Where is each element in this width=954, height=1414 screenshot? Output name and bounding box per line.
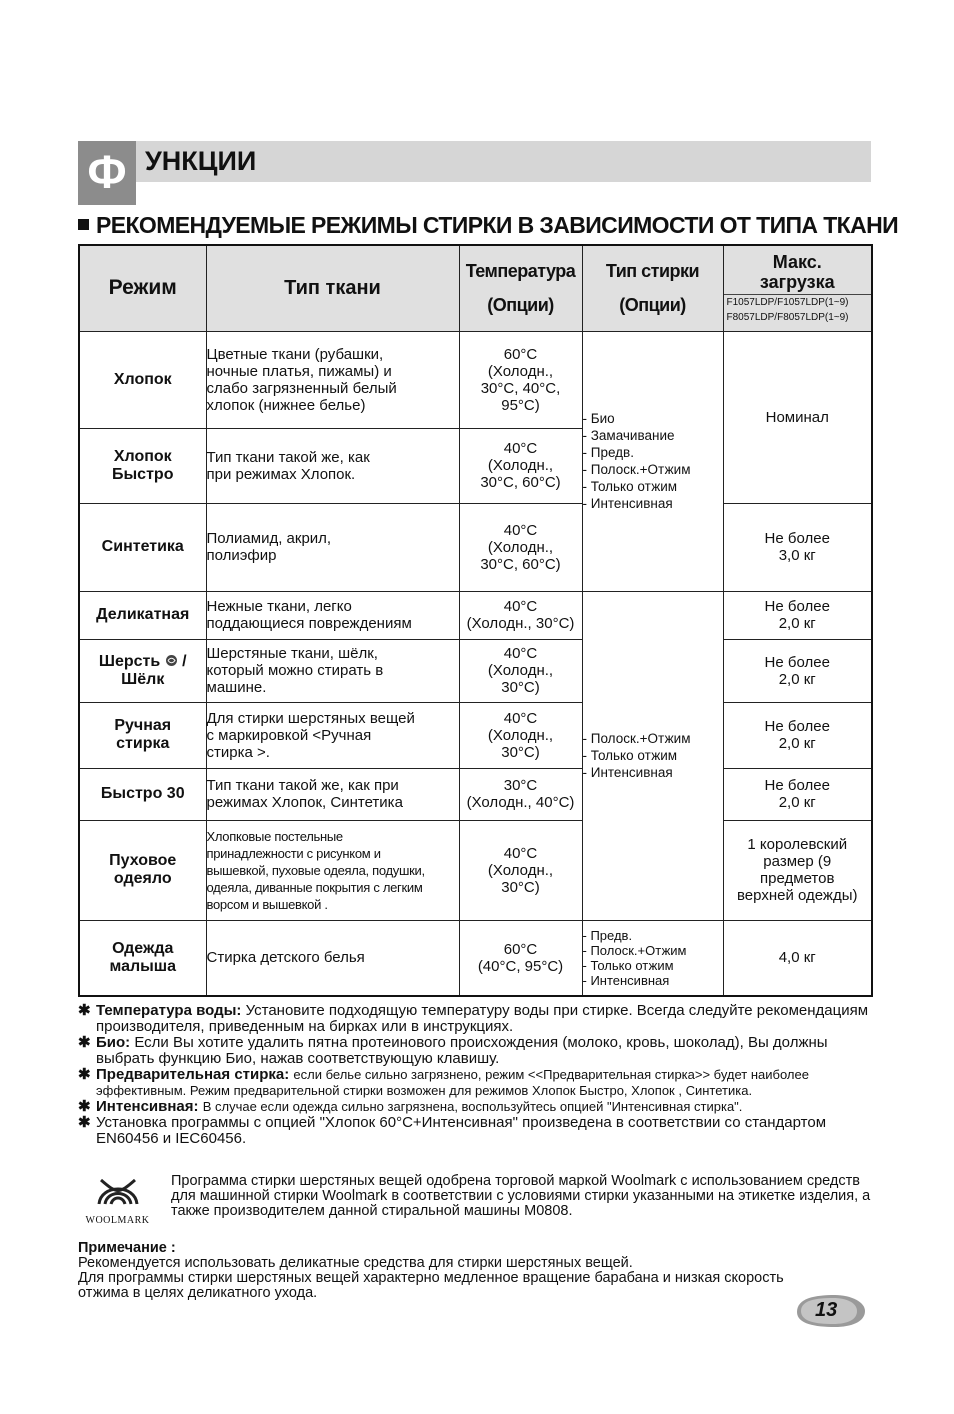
fabric-cell: Цветные ткани (рубашки, ночные платья, пижамы) и слабо загрязненный белый хлопок (нижнее белье) — [206, 331, 459, 428]
header-letter-box: Ф — [78, 141, 136, 205]
table-row — [79, 331, 872, 428]
wash-options-cell: - Полоск.+Отжим - Только отжим - Интенсивная — [582, 591, 723, 920]
wash-options-cell: - Био - Замачивание - Предв. - Полоск.+Отжим - Только отжим - Интенсивная — [582, 331, 723, 591]
header-mode: Режим — [79, 245, 206, 331]
woolmark-icon — [95, 1174, 141, 1208]
load-cell: 1 королевский размер (9 предметов верхней одежды) — [723, 820, 872, 920]
mode-cell: Быстро 30 — [79, 768, 206, 820]
asterisk-icon: ✱ — [78, 1034, 91, 1051]
fabric-cell: Стирка детского белья — [206, 920, 459, 996]
asterisk-icon: ✱ — [78, 1098, 91, 1115]
notes-list — [78, 1003, 868, 1147]
temp-cell: 60°C (40°C, 95°C) — [459, 920, 582, 996]
note-block: Примечание : Рекомендуется использовать деликатные средства для стирки шерстяных вещей. Для программы стирки шерстяных вещей характерно медленное вращение барабана и низкая скорость отжима в целях деликатного ухода. — [78, 1240, 784, 1301]
square-bullet-icon — [78, 219, 89, 230]
load-cell: Не более 2,0 кг — [723, 639, 872, 702]
header-max-load: Макс. загрузка F1057LDP/F1057LDP(1~9) F8057LDP/F8057LDP(1~9) — [723, 245, 872, 331]
woolmark-text: Программа стирки шерстяных вещей одобрена торговой маркой Woolmark с использованием средств для машинной стирки Woolmark в соответствии с условиями стирки указанными на этикетке изделия, а также производителем данной стиральной машины M0808. — [171, 1173, 871, 1219]
fabric-cell: Полиамид, акрил, полиэфир — [206, 503, 459, 591]
page-number-badge: 13 — [795, 1292, 867, 1330]
temp-cell: 40°C (Холодн., 30°C) — [459, 702, 582, 768]
note-intensive: ✱ Интенсивная: В случае если одежда сильно загрязнена, воспользуйтесь опцией "Интенсивная стирка". — [78, 1098, 743, 1115]
mode-cell: Ручная стирка — [79, 702, 206, 768]
wool-symbol-icon — [165, 654, 178, 667]
fabric-cell: Хлопковые постельные принадлежности с рисунком и вышевкой, пуховые одеяла, подушки, одеяла, диванные покрытия с легким ворсом и вышевкой . — [206, 820, 459, 920]
fabric-cell: Для стирки шерстяных вещей с маркировкой <Ручная стирка >. — [206, 702, 459, 768]
asterisk-icon: ✱ — [78, 1002, 91, 1019]
temp-cell: 40°C (Холодн., 30°C) — [459, 820, 582, 920]
header-wash-type: Тип стирки (Опции) — [582, 245, 723, 331]
temp-cell: 30°C (Холодн., 40°C) — [459, 768, 582, 820]
temp-cell: 40°C (Холодн., 30°C, 60°C) — [459, 428, 582, 503]
fabric-cell: Тип ткани такой же, как при режимах Хлопок, Синтетика — [206, 768, 459, 820]
wash-programs-table — [78, 244, 873, 997]
mode-cell: Синтетика — [79, 503, 206, 591]
temp-cell: 40°C (Холодн., 30°C, 60°C) — [459, 503, 582, 591]
wash-options-cell: - Предв. - Полоск.+Отжим - Только отжим - Интенсивная — [582, 920, 723, 996]
table-row — [79, 702, 872, 768]
asterisk-icon: ✱ — [78, 1066, 91, 1083]
mode-cell: Пуховое одеяло — [79, 820, 206, 920]
load-cell: Не более 2,0 кг — [723, 768, 872, 820]
temp-cell: 40°C (Холодн., 30°C) — [459, 639, 582, 702]
load-cell: Не более 3,0 кг — [723, 503, 872, 591]
mode-cell: Деликатная — [79, 591, 206, 639]
note-standard: ✱ Установка программы с опцией "Хлопок 60°C+Интенсивная" произведена в соответствии со стандартом EN60456 и IEC60456. — [78, 1114, 827, 1147]
load-cell: 4,0 кг — [723, 920, 872, 996]
fabric-cell: Тип ткани такой же, как при режимах Хлопок. — [206, 428, 459, 503]
woolmark-logo: WOOLMARK — [80, 1174, 155, 1226]
note-bio: ✱ Био: Если Вы хотите удалить пятна протеинового происхождения (молоко, кровь, шоколад), Вы должны выбрать функцию Био, нажав соответствующую клавишу. — [78, 1034, 828, 1067]
section-title: РЕКОМЕНДУЕМЫЕ РЕЖИМЫ СТИРКИ В ЗАВИСИМОСТИ ОТ ТИПА ТКАНИ — [78, 212, 898, 239]
table-row — [79, 639, 872, 702]
header-temperature: Температура (Опции) — [459, 245, 582, 331]
page-title: УНКЦИИ — [145, 146, 257, 176]
mode-cell: Хлопок — [79, 331, 206, 428]
load-cell: Не более 2,0 кг — [723, 591, 872, 639]
fabric-cell: Нежные ткани, легко поддающиеся повреждениям — [206, 591, 459, 639]
asterisk-icon: ✱ — [78, 1114, 91, 1131]
fabric-cell: Шерстяные ткани, шёлк, который можно стирать в машине. — [206, 639, 459, 702]
load-cell: Номинал — [723, 331, 872, 503]
mode-cell: Хлопок Быстро — [79, 428, 206, 503]
mode-cell: Одежда малыша — [79, 920, 206, 996]
table-row — [79, 503, 872, 591]
table-row — [79, 920, 872, 996]
table-row — [79, 768, 872, 820]
header-fabric: Тип ткани — [206, 245, 459, 331]
load-cell: Не более 2,0 кг — [723, 702, 872, 768]
table-row — [79, 591, 872, 639]
mode-cell: Шерсть / Шёлк — [79, 639, 206, 702]
note-prewash: ✱ Предварительная стирка: если белье сильно загрязнено, режим <<Предварительная стирка>> будет наиболее эффективным. Режим предварительной стирки возможен для режимов Хлопок Быстро, Хлопок , Синтетика. — [78, 1066, 809, 1098]
table-row — [79, 820, 872, 920]
temp-cell: 40°C (Холодн., 30°C) — [459, 591, 582, 639]
note-water-temperature: ✱ Температура воды: Установите подходящую температуру воды при стирке. Всегда следуйте рекомендациям производителя, приведенным на бирках или в инструкциях. — [78, 1002, 869, 1035]
temp-cell: 60°C (Холодн., 30°C, 40°C, 95°C) — [459, 331, 582, 428]
